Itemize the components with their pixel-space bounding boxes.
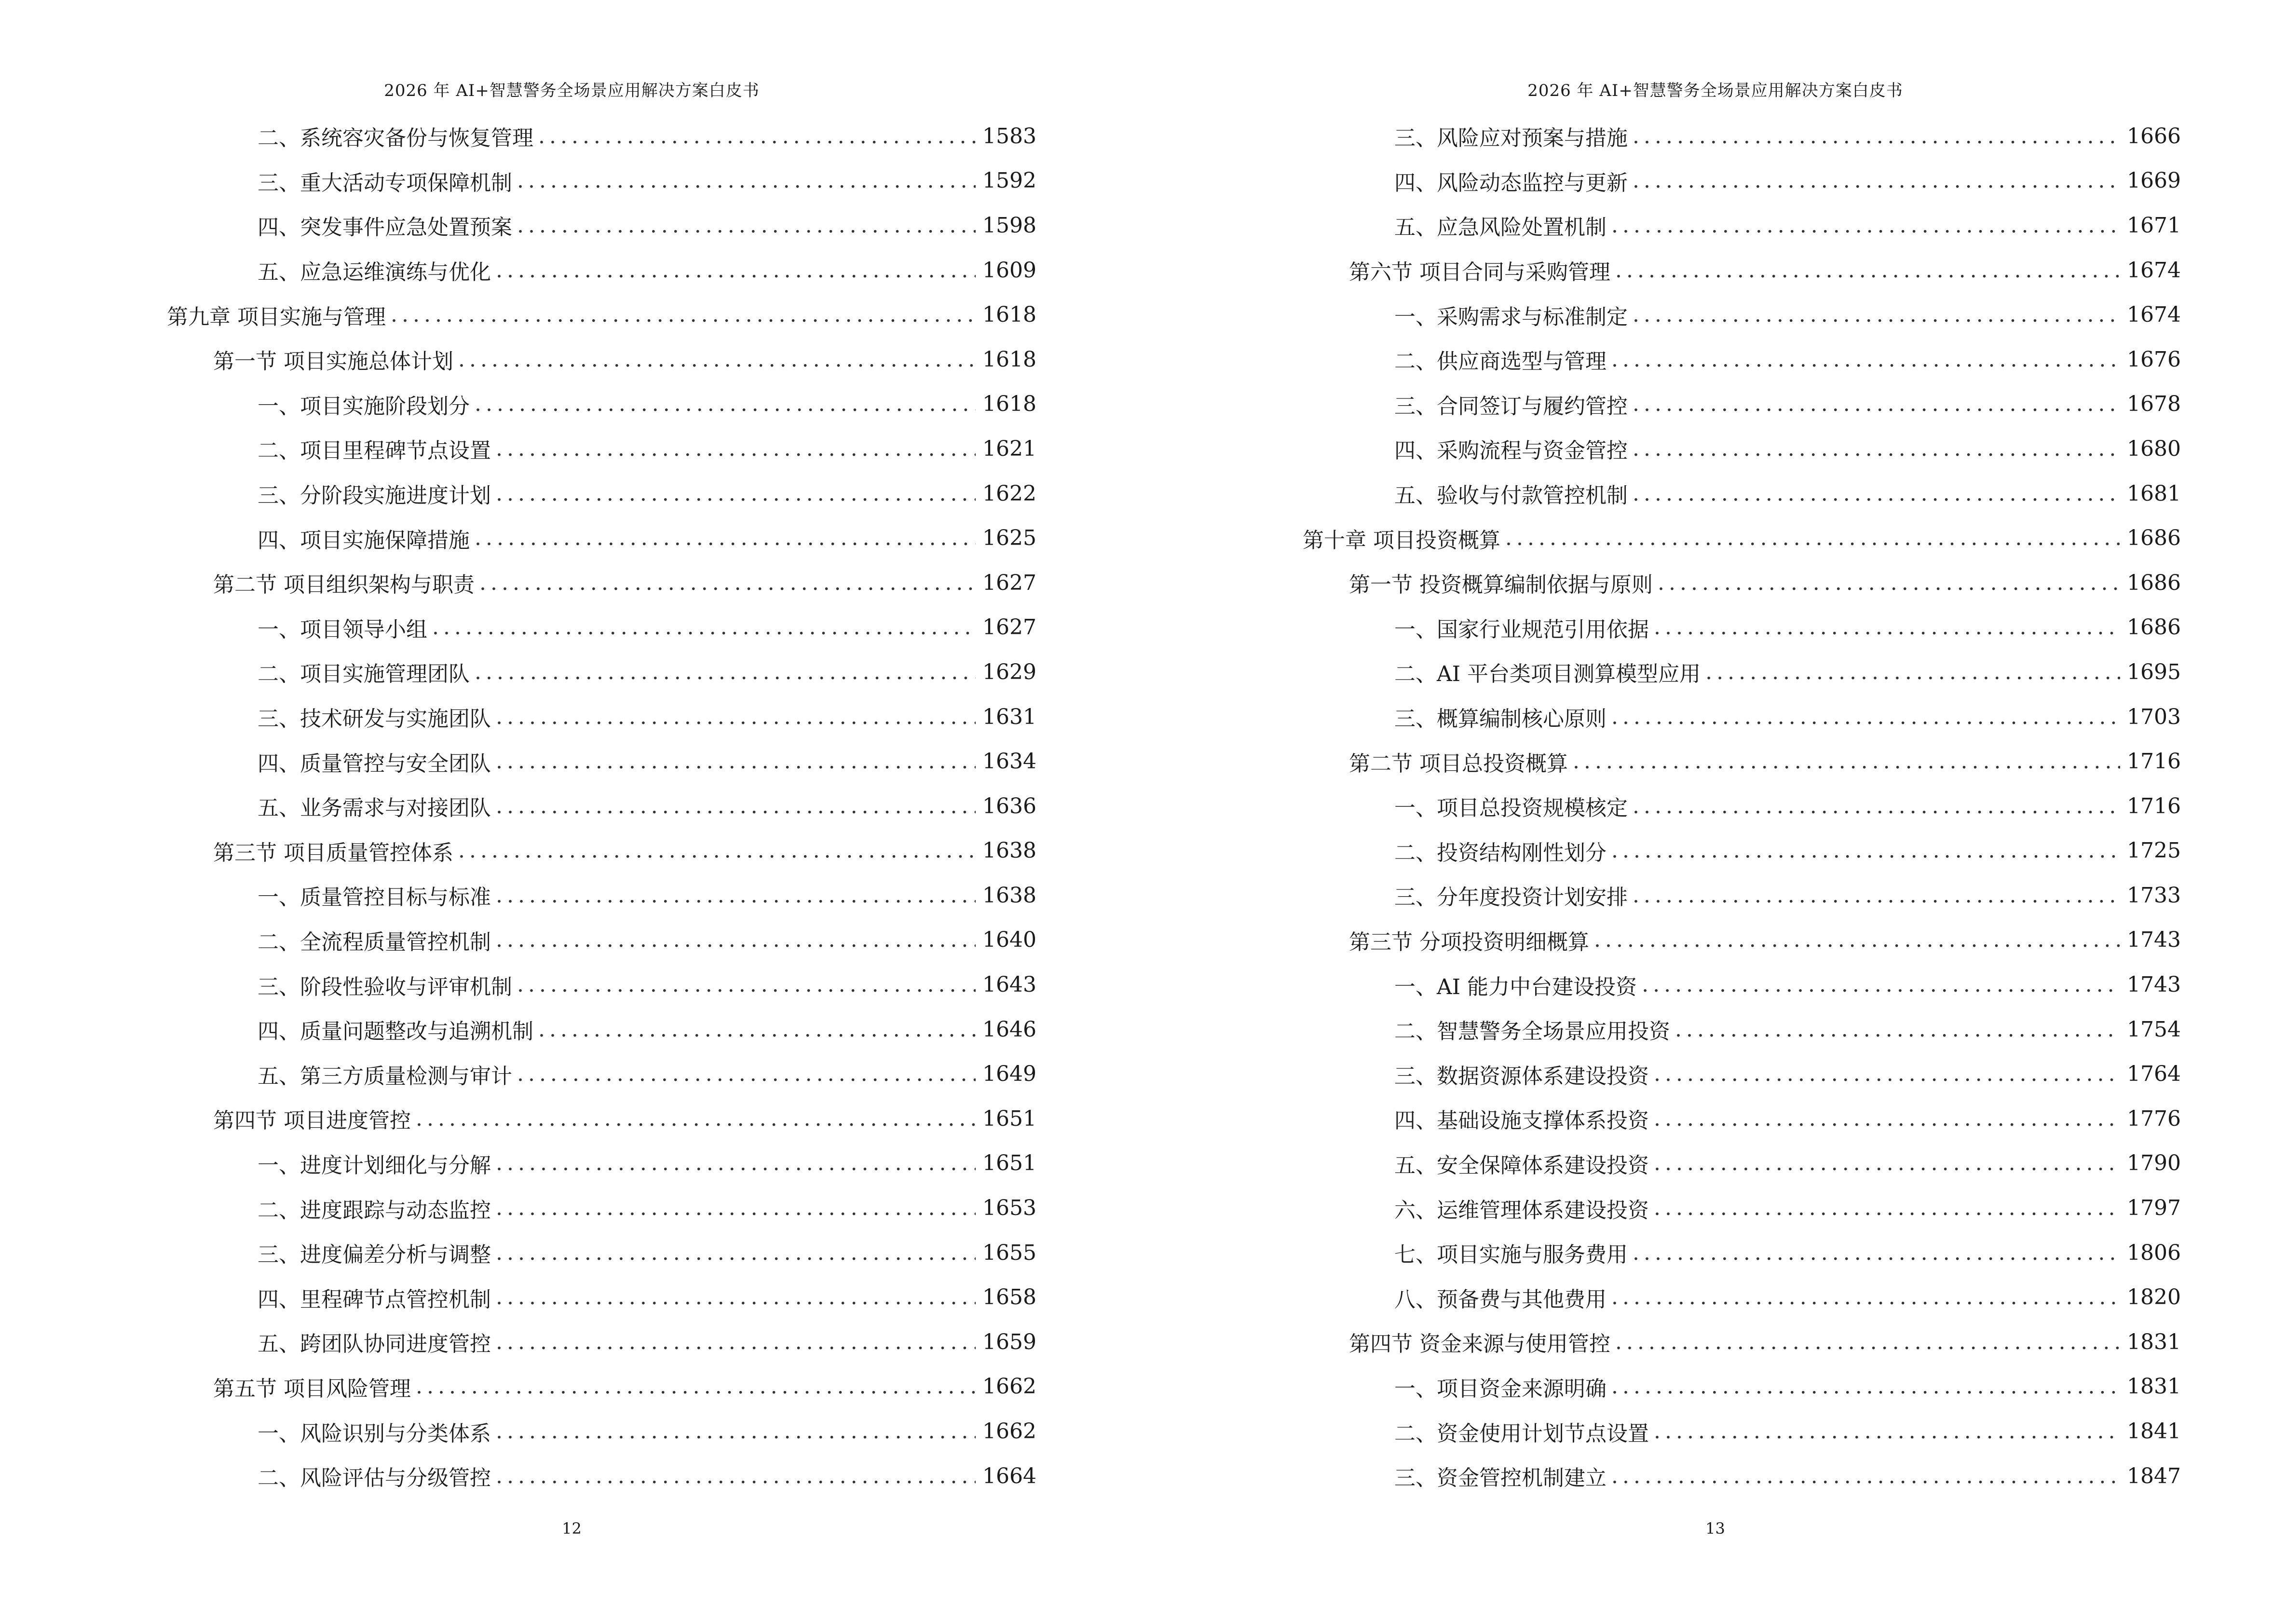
toc-entry-title: 六、运维管理体系建设投资 (1394, 1198, 1649, 1223)
toc-entry-page-number: 1659 (982, 1329, 1036, 1354)
toc-entry-page-number: 1797 (2127, 1196, 2181, 1221)
dot-leader (496, 883, 976, 908)
toc-entry-title: 五、应急运维演练与优化 (258, 260, 491, 285)
toc-entry[interactable] (1144, 337, 2287, 382)
dot-leader (458, 838, 976, 863)
toc-entry-page-number: 1638 (982, 883, 1036, 908)
toc-entry-title: 一、风险识别与分类体系 (258, 1421, 491, 1446)
toc-entry-page-number: 1686 (2127, 526, 2181, 551)
toc-entry[interactable] (1144, 873, 2287, 918)
dot-leader (1611, 838, 2120, 863)
toc-entry[interactable] (0, 1141, 1144, 1186)
toc-entry-title: 一、进度计划细化与分解 (258, 1153, 491, 1178)
toc-entry[interactable] (1144, 784, 2287, 829)
toc-entry-title: 五、安全保障体系建设投资 (1394, 1153, 1649, 1178)
toc-entry[interactable] (0, 382, 1144, 427)
toc-entry-page-number: 1618 (982, 392, 1036, 417)
toc-entry-title: 一、采购需求与标准制定 (1394, 304, 1628, 329)
toc-entry[interactable] (1144, 1454, 2287, 1499)
toc-entry-page-number: 1658 (982, 1285, 1036, 1310)
toc-entry-page-number: 1609 (982, 258, 1036, 283)
dot-leader (517, 213, 976, 238)
toc-entry[interactable] (1144, 1275, 2287, 1320)
toc-entry-page-number: 1634 (982, 749, 1036, 774)
toc-entry[interactable] (0, 1230, 1144, 1275)
dot-leader (416, 1374, 976, 1399)
page-number: 13 (1705, 1519, 1725, 1538)
toc-entry-page-number: 1847 (2127, 1463, 2181, 1488)
toc-entry[interactable] (0, 605, 1144, 650)
table-of-contents (0, 114, 1144, 1498)
dot-leader (1633, 481, 2120, 506)
dot-leader (391, 302, 976, 327)
dot-leader (496, 1241, 976, 1265)
toc-entry[interactable] (1144, 560, 2287, 605)
toc-entry[interactable] (0, 471, 1144, 516)
dot-leader (496, 928, 976, 952)
toc-entry-title: 第四节 资金来源与使用管控 (1349, 1332, 1610, 1357)
dot-leader (1594, 928, 2120, 952)
toc-entry-page-number: 1678 (2127, 392, 2181, 417)
toc-entry-title: 三、数据资源体系建设投资 (1394, 1064, 1649, 1089)
toc-entry-title: 三、风险应对预案与措施 (1394, 126, 1628, 151)
toc-entry-title: 五、应急风险处置机制 (1394, 215, 1606, 240)
toc-entry[interactable] (0, 159, 1144, 204)
dot-leader (458, 347, 976, 372)
toc-entry-page-number: 1686 (2127, 570, 2181, 595)
dot-leader (1633, 1241, 2120, 1265)
toc-entry-page-number: 1686 (2127, 615, 2181, 640)
toc-entry-page-number: 1695 (2127, 659, 2181, 684)
toc-entry-title: 二、系统容灾备份与恢复管理 (258, 126, 533, 151)
dot-leader (496, 481, 976, 506)
toc-entry-title: 第四节 项目进度管控 (213, 1108, 411, 1133)
toc-entry-page-number: 1820 (2127, 1285, 2181, 1310)
toc-entry[interactable] (0, 114, 1144, 159)
toc-entry[interactable] (0, 1320, 1144, 1365)
toc-entry[interactable] (1144, 1409, 2287, 1454)
dot-leader (1633, 392, 2120, 416)
dot-leader (1654, 615, 2120, 640)
toc-entry-page-number: 1662 (982, 1374, 1036, 1399)
running-header: 2026 年 AI+智慧警务全场景应用解决方案白皮书 (1527, 81, 1903, 100)
dot-leader (479, 571, 976, 595)
page-number: 12 (562, 1519, 582, 1538)
dot-leader (1633, 124, 2120, 149)
toc-entry-page-number: 1716 (2127, 793, 2181, 819)
toc-entry-page-number: 1703 (2127, 704, 2181, 729)
dot-leader (432, 615, 976, 640)
toc-entry-page-number: 1674 (2127, 302, 2181, 328)
toc-entry-title: 二、项目实施管理团队 (258, 662, 470, 687)
dot-leader (538, 124, 976, 149)
toc-entry-title: 二、智慧警务全场景应用投资 (1394, 1019, 1670, 1044)
toc-entry-page-number: 1790 (2127, 1151, 2181, 1176)
toc-entry[interactable] (1144, 382, 2287, 427)
toc-entry-title: 第十章 项目投资概算 (1303, 528, 1500, 553)
toc-entry-title: 五、跨团队协同进度管控 (258, 1332, 491, 1357)
dot-leader (416, 1106, 976, 1131)
dot-leader (1654, 1196, 2120, 1220)
dot-leader (538, 1017, 976, 1042)
toc-entry[interactable] (1144, 292, 2287, 337)
toc-entry-page-number: 1831 (2127, 1329, 2181, 1354)
toc-entry-title: 四、里程碑节点管控机制 (258, 1287, 491, 1312)
toc-entry[interactable] (0, 516, 1144, 560)
toc-entry[interactable] (0, 829, 1144, 873)
toc-entry-title: 三、合同签订与履约管控 (1394, 394, 1628, 419)
dot-leader (1642, 972, 2120, 997)
toc-entry-title: 第三节 分项投资明细概算 (1349, 929, 1589, 955)
toc-entry-title: 三、阶段性验收与评审机制 (258, 974, 512, 999)
dot-leader (1611, 347, 2120, 372)
toc-entry-title: 第三节 项目质量管控体系 (213, 840, 453, 865)
toc-entry[interactable] (1144, 605, 2287, 650)
toc-entry-page-number: 1651 (982, 1151, 1036, 1176)
toc-entry-title: 五、第三方质量检测与审计 (258, 1064, 512, 1089)
toc-entry-title: 二、全流程质量管控机制 (258, 929, 491, 955)
toc-entry-page-number: 1743 (2127, 928, 2181, 953)
dot-leader (517, 972, 976, 997)
toc-entry-page-number: 1627 (982, 615, 1036, 640)
toc-entry-page-number: 1651 (982, 1106, 1036, 1131)
toc-entry[interactable] (1144, 1007, 2287, 1052)
dot-leader (1615, 1330, 2120, 1354)
toc-entry-title: 二、进度跟踪与动态监控 (258, 1198, 491, 1223)
dot-leader (496, 1419, 976, 1444)
toc-entry-page-number: 1583 (982, 123, 1036, 149)
toc-entry-page-number: 1646 (982, 1017, 1036, 1042)
toc-entry[interactable] (0, 337, 1144, 382)
toc-entry-page-number: 1621 (982, 436, 1036, 461)
toc-entry-title: 三、分阶段实施进度计划 (258, 483, 491, 508)
dot-leader (475, 660, 976, 684)
toc-entry-page-number: 1764 (2127, 1062, 2181, 1087)
toc-entry-page-number: 1653 (982, 1196, 1036, 1221)
dot-leader (1633, 302, 2120, 327)
dot-leader (496, 1151, 976, 1175)
toc-entry-page-number: 1631 (982, 704, 1036, 729)
toc-entry-title: 第二节 项目组织架构与职责 (213, 573, 475, 598)
toc-entry-title: 一、AI 能力中台建设投资 (1394, 974, 1637, 999)
toc-entry-title: 一、项目领导小组 (258, 617, 427, 642)
toc-entry[interactable] (0, 1051, 1144, 1096)
toc-entry[interactable] (0, 962, 1144, 1007)
toc-entry[interactable] (1144, 1320, 2287, 1365)
toc-entry-title: 一、项目总投资规模核定 (1394, 796, 1628, 821)
toc-entry-title: 五、业务需求与对接团队 (258, 796, 491, 821)
toc-entry-title: 三、技术研发与实施团队 (258, 707, 491, 732)
toc-entry-page-number: 1681 (2127, 481, 2181, 506)
toc-entry-title: 四、突发事件应急处置预案 (258, 215, 512, 240)
dot-leader (1633, 794, 2120, 819)
dot-leader (1611, 1464, 2120, 1488)
toc-entry-page-number: 1776 (2127, 1106, 2181, 1131)
toc-entry[interactable] (1144, 1186, 2287, 1230)
toc-entry-title: 二、风险评估与分级管控 (258, 1466, 491, 1491)
toc-entry-title: 三、重大活动专项保障机制 (258, 170, 512, 195)
document-page-right (1144, 0, 2287, 1624)
dot-leader (1658, 571, 2120, 595)
toc-entry[interactable] (0, 1007, 1144, 1052)
toc-entry[interactable] (1144, 1365, 2287, 1409)
toc-entry[interactable] (0, 248, 1144, 293)
toc-entry-title: 四、质量问题整改与追溯机制 (258, 1019, 533, 1044)
toc-entry-page-number: 1671 (2127, 213, 2181, 238)
toc-entry-title: 四、采购流程与资金管控 (1394, 438, 1628, 464)
toc-entry[interactable] (1144, 471, 2287, 516)
toc-entry-page-number: 1716 (2127, 749, 2181, 774)
toc-entry[interactable] (1144, 918, 2287, 963)
table-of-contents (1144, 114, 2287, 1498)
dot-leader (496, 705, 976, 729)
dot-leader (496, 258, 976, 283)
dot-leader (1611, 705, 2120, 729)
toc-entry-page-number: 1640 (982, 928, 1036, 953)
toc-entry[interactable] (0, 1454, 1144, 1499)
toc-entry-page-number: 1831 (2127, 1374, 2181, 1399)
toc-entry[interactable] (1144, 962, 2287, 1007)
toc-entry[interactable] (0, 203, 1144, 248)
toc-entry-title: 第一节 项目实施总体计划 (213, 349, 453, 374)
toc-entry[interactable] (0, 1409, 1144, 1454)
toc-entry-page-number: 1806 (2127, 1240, 2181, 1265)
toc-entry-title: 五、验收与付款管控机制 (1394, 483, 1628, 508)
toc-entry[interactable] (0, 873, 1144, 918)
dot-leader (517, 1062, 976, 1086)
toc-entry[interactable] (1144, 650, 2287, 695)
toc-entry[interactable] (0, 292, 1144, 337)
toc-entry-page-number: 1662 (982, 1419, 1036, 1444)
dot-leader (1705, 660, 2120, 684)
toc-entry[interactable] (1144, 248, 2287, 293)
toc-entry-page-number: 1629 (982, 659, 1036, 684)
toc-entry[interactable] (1144, 1230, 2287, 1275)
dot-leader (475, 392, 976, 416)
toc-entry-title: 三、概算编制核心原则 (1394, 707, 1606, 732)
toc-entry[interactable] (1144, 1141, 2287, 1186)
dot-leader (1611, 213, 2120, 238)
dot-leader (517, 168, 976, 193)
toc-entry-title: 二、供应商选型与管理 (1394, 349, 1606, 374)
toc-entry-title: 第六节 项目合同与采购管理 (1349, 260, 1610, 285)
toc-entry[interactable] (0, 1365, 1144, 1409)
toc-entry-page-number: 1664 (982, 1463, 1036, 1488)
dot-leader (1573, 749, 2120, 774)
toc-entry-page-number: 1655 (982, 1240, 1036, 1265)
dot-leader (1633, 437, 2120, 461)
toc-entry[interactable] (1144, 695, 2287, 739)
toc-entry-page-number: 1636 (982, 793, 1036, 819)
toc-entry[interactable] (0, 426, 1144, 471)
toc-entry[interactable] (1144, 159, 2287, 204)
toc-entry-page-number: 1598 (982, 213, 1036, 238)
toc-entry[interactable] (0, 560, 1144, 605)
toc-entry-title: 第一节 投资概算编制依据与原则 (1349, 573, 1653, 598)
toc-entry[interactable] (1144, 1096, 2287, 1141)
toc-entry-title: 第五节 项目风险管理 (213, 1376, 411, 1401)
dot-leader (496, 794, 976, 819)
dot-leader (496, 749, 976, 774)
toc-entry-page-number: 1638 (982, 838, 1036, 863)
toc-entry-page-number: 1622 (982, 481, 1036, 506)
dot-leader (496, 1330, 976, 1354)
dot-leader (496, 1196, 976, 1220)
dot-leader (1611, 1285, 2120, 1310)
toc-entry[interactable] (0, 1275, 1144, 1320)
dot-leader (1505, 526, 2120, 550)
toc-entry-title: 三、资金管控机制建立 (1394, 1466, 1606, 1491)
toc-entry-title: 二、资金使用计划节点设置 (1394, 1421, 1649, 1446)
toc-entry[interactable] (0, 918, 1144, 963)
toc-entry-title: 四、质量管控与安全团队 (258, 751, 491, 776)
toc-entry-page-number: 1643 (982, 972, 1036, 997)
toc-entry-page-number: 1649 (982, 1062, 1036, 1087)
toc-entry[interactable] (1144, 739, 2287, 784)
toc-entry[interactable] (0, 650, 1144, 695)
toc-entry-title: 八、预备费与其他费用 (1394, 1287, 1606, 1312)
toc-entry-page-number: 1680 (2127, 436, 2181, 461)
toc-entry-page-number: 1618 (982, 302, 1036, 328)
dot-leader (496, 1464, 976, 1488)
toc-entry-page-number: 1754 (2127, 1017, 2181, 1042)
toc-entry-title: 四、风险动态监控与更新 (1394, 170, 1628, 195)
toc-entry[interactable] (1144, 516, 2287, 560)
dot-leader (1654, 1419, 2120, 1444)
toc-entry[interactable] (1144, 426, 2287, 471)
toc-entry-page-number: 1618 (982, 347, 1036, 372)
toc-entry-title: 第二节 项目总投资概算 (1349, 751, 1568, 776)
toc-entry[interactable] (0, 1186, 1144, 1230)
toc-entry-title: 七、项目实施与服务费用 (1394, 1242, 1628, 1268)
dot-leader (1633, 883, 2120, 908)
toc-entry[interactable] (1144, 1051, 2287, 1096)
dot-leader (496, 1285, 976, 1310)
dot-leader (1675, 1017, 2120, 1042)
toc-entry[interactable] (1144, 203, 2287, 248)
toc-entry-title: 一、项目资金来源明确 (1394, 1376, 1606, 1401)
toc-entry-page-number: 1676 (2127, 347, 2181, 372)
dot-leader (1615, 258, 2120, 283)
toc-entry-title: 四、基础设施支撑体系投资 (1394, 1108, 1649, 1133)
toc-entry[interactable] (1144, 829, 2287, 873)
toc-entry-title: 第九章 项目实施与管理 (167, 304, 386, 329)
toc-entry-title: 三、进度偏差分析与调整 (258, 1242, 491, 1268)
toc-entry-title: 二、AI 平台类项目测算模型应用 (1394, 662, 1701, 687)
toc-entry[interactable] (0, 739, 1144, 784)
toc-entry-page-number: 1592 (982, 168, 1036, 193)
toc-entry-page-number: 1743 (2127, 972, 2181, 997)
toc-entry-page-number: 1669 (2127, 168, 2181, 193)
dot-leader (1654, 1151, 2120, 1175)
toc-entry-title: 二、投资结构刚性划分 (1394, 840, 1606, 865)
toc-entry-title: 四、项目实施保障措施 (258, 528, 470, 553)
toc-entry-title: 二、项目里程碑节点设置 (258, 438, 491, 464)
toc-entry-page-number: 1733 (2127, 883, 2181, 908)
toc-entry[interactable] (0, 695, 1144, 739)
dot-leader (1611, 1374, 2120, 1399)
toc-entry-title: 一、质量管控目标与标准 (258, 885, 491, 910)
dot-leader (1654, 1062, 2120, 1086)
toc-entry-page-number: 1625 (982, 526, 1036, 551)
dot-leader (1654, 1106, 2120, 1131)
toc-entry-page-number: 1725 (2127, 838, 2181, 863)
toc-entry[interactable] (0, 784, 1144, 829)
dot-leader (496, 437, 976, 461)
toc-entry-page-number: 1627 (982, 570, 1036, 595)
toc-entry-page-number: 1674 (2127, 258, 2181, 283)
running-header: 2026 年 AI+智慧警务全场景应用解决方案白皮书 (384, 81, 760, 100)
dot-leader (1633, 168, 2120, 193)
toc-entry-title: 一、国家行业规范引用依据 (1394, 617, 1649, 642)
toc-entry-page-number: 1841 (2127, 1419, 2181, 1444)
dot-leader (475, 526, 976, 550)
toc-entry-page-number: 1666 (2127, 123, 2181, 149)
toc-entry-title: 三、分年度投资计划安排 (1394, 885, 1628, 910)
toc-entry[interactable] (0, 1096, 1144, 1141)
toc-entry[interactable] (1144, 114, 2287, 159)
toc-entry-title: 一、项目实施阶段划分 (258, 394, 470, 419)
